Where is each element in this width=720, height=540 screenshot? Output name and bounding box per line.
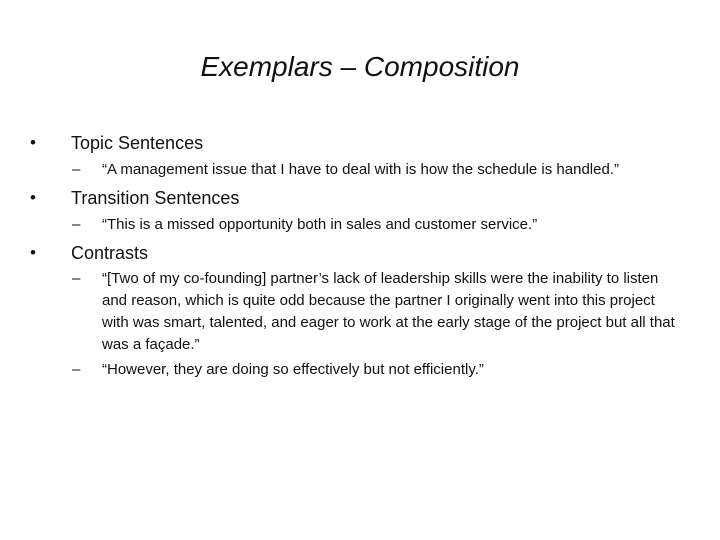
sub-marker: – [72,216,81,233]
bullet-heading: Transition Sentences [71,188,240,208]
sub-marker: – [72,361,81,378]
bullet-heading: Contrasts [71,243,149,263]
bullet-marker: • [30,133,36,152]
example-text: “[Two of my co-founding] partner’s lack of leadership skills were the inability to listen and reason, which is quite odd because the partner I originally went into this project with was smart, talented, and eager to work at the early stage of the project but all that was a façade.” [102,270,675,353]
sub-marker: – [72,161,81,178]
sub-marker: – [72,270,81,287]
slide-title: Exemplars – Composition [200,51,520,82]
example-text: “However, they are doing so effectively but not efficiently.” [102,361,484,378]
bullet-marker: • [30,243,36,262]
example-text: “A management issue that I have to deal with is how the schedule is handled.” [102,161,619,178]
bullet-marker: • [30,188,36,207]
example-text: “This is a missed opportunity both in sales and customer service.” [102,216,538,233]
bullet-heading: Topic Sentences [71,133,204,153]
